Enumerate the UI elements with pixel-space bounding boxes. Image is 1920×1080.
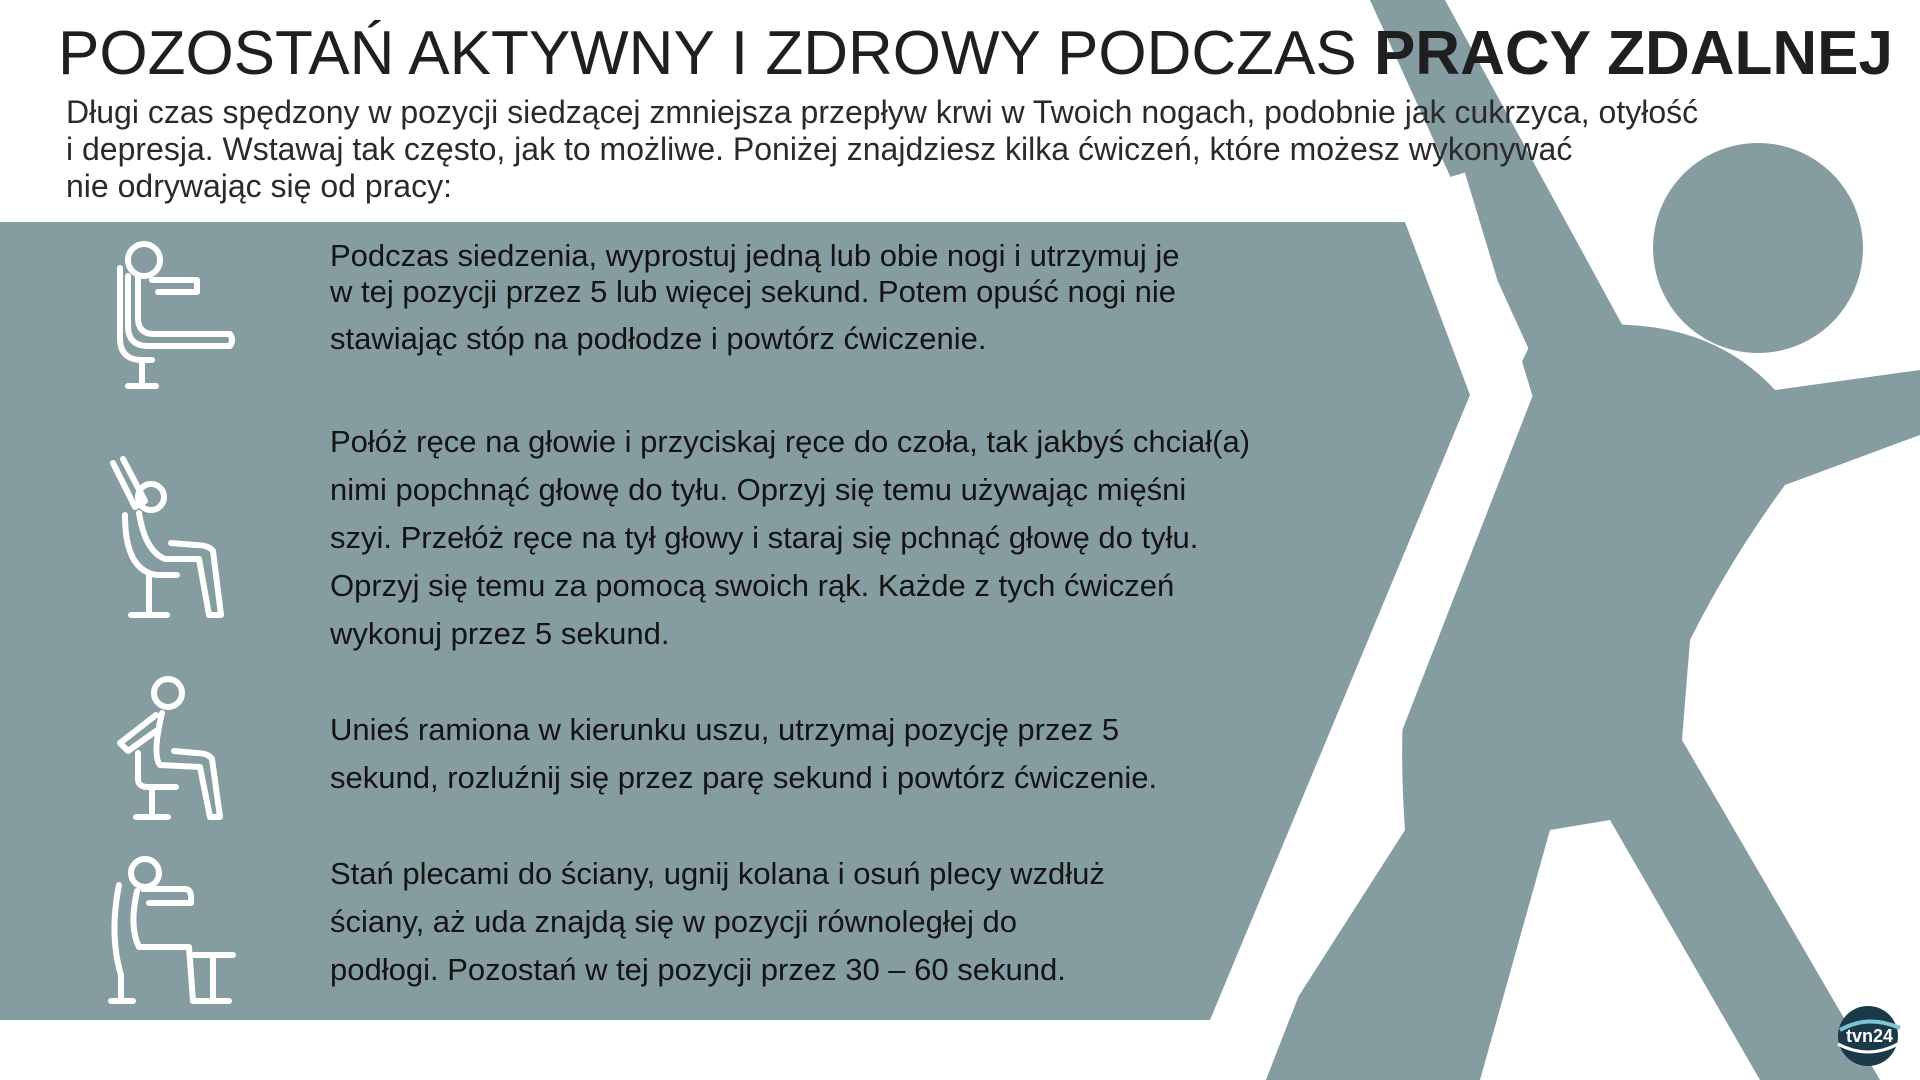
page-title (58, 14, 1918, 94)
seated-leg-raise-icon (112, 238, 242, 393)
exercise-line: wykonuj przez 5 sekund. (330, 616, 670, 651)
exercise-line: ściany, aż uda znajdą się w pozycji równoległej do (330, 904, 1017, 939)
wall-sit-icon (105, 855, 240, 1005)
title-regular: POZOSTAŃ AKTYWNY I ZDROWY PODCZAS (58, 19, 1357, 88)
exercise-line: Podczas siedzenia, wyprostuj jedną lub obie nogi i utrzymuj je (330, 238, 1180, 273)
intro-paragraph (66, 94, 1826, 205)
exercise-line: nimi popchnąć głowę do tyłu. Oprzyj się temu używając mięśni (330, 472, 1187, 507)
seated-shoulder-raise-icon (112, 675, 232, 825)
exercise-line: Połóż ręce na głowie i przyciskaj ręce do czoła, tak jakbyś chciał(a) (330, 424, 1251, 459)
intro-line: Długi czas spędzony w pozycji siedzącej zmniejsza przepływ krwi w Twoich nogach, podobnie jak cukrzyca, otyłość (66, 94, 1699, 130)
exercise-1-text (330, 238, 1390, 368)
exercise-line: szyi. Przełóż ręce na tył głowy i staraj się pchnąć głowę do tyłu. (330, 520, 1199, 555)
exercise-line: sekund, rozluźnij się przez parę sekund i powtórz ćwiczenie. (330, 760, 1158, 795)
exercise-line: stawiając stóp na podłodze i powtórz ćwiczenie. (330, 321, 987, 356)
exercise-2-text (330, 418, 1390, 658)
exercise-line: w tej pozycji przez 5 lub więcej sekund. Potem opuść nogi nie (330, 274, 1177, 309)
title-bold: PRACY ZDALNEJ (1373, 19, 1893, 88)
intro-line: i depresja. Wstawaj tak często, jak to możliwe. Poniżej znajdziesz kilka ćwiczeń, które możesz wykonywać (66, 131, 1573, 167)
exercise-line: Unieś ramiona w kierunku uszu, utrzymaj pozycję przez 5 (330, 712, 1120, 747)
exercise-line: Stań plecami do ściany, ugnij kolana i osuń plecy wzdłuż (330, 856, 1105, 891)
intro-line: nie odrywając się od pracy: (66, 168, 452, 204)
exercise-line: Oprzyj się temu za pomocą swoich rąk. Każde z tych ćwiczeń (330, 568, 1175, 603)
exercise-line: podłogi. Pozostań w tej pozycji przez 30 – 60 sekund. (330, 952, 1066, 987)
exercise-4-text (330, 850, 1390, 994)
logo-text: tvn24 (1846, 1026, 1894, 1046)
exercise-3-text (330, 706, 1390, 802)
seated-stretch-icon (105, 455, 235, 625)
tvn24-logo (1830, 1000, 1910, 1070)
